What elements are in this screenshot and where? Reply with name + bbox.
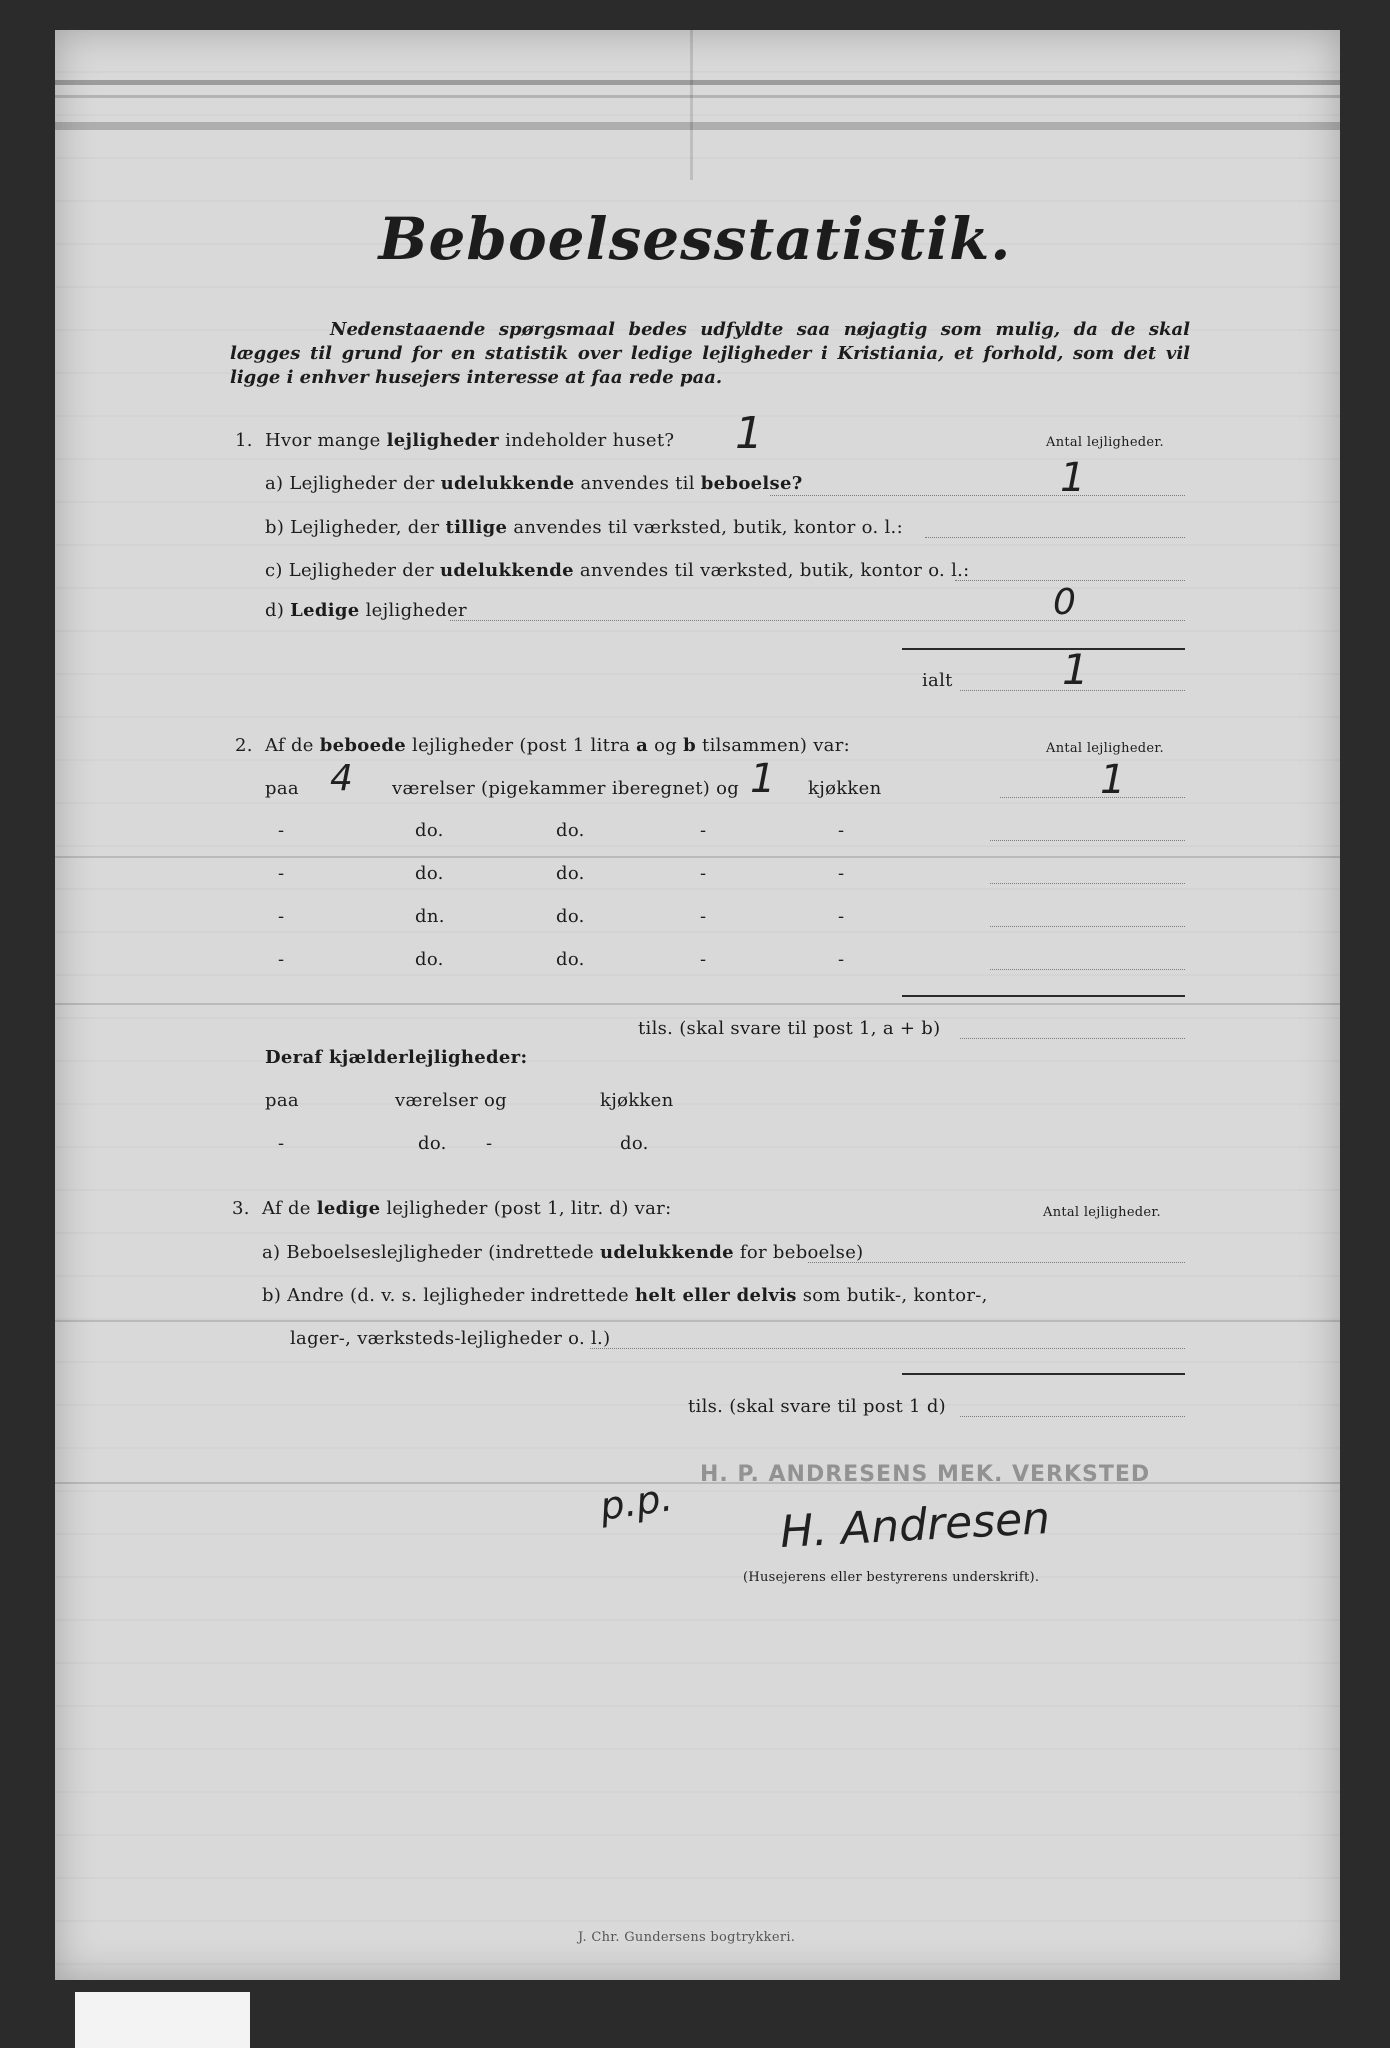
top-band-3 xyxy=(55,122,1340,130)
q2-k-do: do. xyxy=(620,1133,649,1154)
q1a-value: 1 xyxy=(1060,455,1086,501)
company-stamp: H. P. ANDRESENS MEK. VERKSTED xyxy=(700,1462,1151,1487)
q1-total-rule xyxy=(902,648,1185,650)
q1b-label: b) Lejligheder, der tillige anvendes til værksted, butik, kontor o. l.: xyxy=(265,517,903,538)
q3-number: 3. xyxy=(232,1198,250,1219)
q2-kitchen-text: kjøkken xyxy=(808,778,882,799)
q3a-dots xyxy=(808,1262,1185,1263)
fold-line-h1 xyxy=(55,856,1340,858)
q2-question: Af de beboede lejligheder (post 1 litra a og b tilsammen) var: xyxy=(265,735,850,756)
q2-col-header: Antal lejligheder. xyxy=(1046,741,1164,756)
q2-row-dash: - xyxy=(278,820,285,841)
q1-col-header: Antal lejligheder. xyxy=(1046,435,1164,450)
q2-row-dash: - xyxy=(700,949,707,970)
q1d-value: 0 xyxy=(1053,582,1076,623)
q3-col-header: Antal lejligheder. xyxy=(1043,1205,1161,1220)
q2-sum-text: tils. (skal svare til post 1, a + b) xyxy=(638,1018,941,1039)
q1-total-dots xyxy=(960,690,1185,691)
fold-line-h3 xyxy=(55,1320,1340,1322)
q2-row-dash: - xyxy=(700,820,707,841)
q2-sum-dots xyxy=(960,1038,1185,1039)
q2-k-kitchen: kjøkken xyxy=(600,1090,674,1111)
q2-row-do: do. xyxy=(556,820,585,841)
q2-kitchen-value: 1 xyxy=(750,756,776,802)
q2-row-do: do. xyxy=(415,949,444,970)
form-title: Beboelsesstatistik. xyxy=(378,205,1012,273)
printer-imprint: J. Chr. Gundersens bogtrykkeri. xyxy=(578,1930,796,1945)
intro-text: Nedenstaaende spørgsmaal bedes udfyldte saa nøjagtig som mulig, da de skal lægges til grund for en statistik over ledige lejligheder i Kristiania, et forhold, som det vil ligge i enhver husejers interesse at faa rede paa. xyxy=(230,319,1190,388)
q1-answer: 1 xyxy=(735,408,763,459)
q3-sum-dots xyxy=(960,1416,1185,1417)
q2-row-dash: - xyxy=(838,820,845,841)
q2-row-dash: - xyxy=(278,949,285,970)
q2-row-dots xyxy=(990,840,1185,841)
q3-total-rule xyxy=(902,1373,1185,1375)
q3b-label: b) Andre (d. v. s. lejligheder indrettede helt eller delvis som butik-, kontor-, xyxy=(262,1285,988,1306)
q2-row-dots xyxy=(990,969,1185,970)
q3-sum-text: tils. (skal svare til post 1 d) xyxy=(688,1396,946,1417)
q2-rooms-text: værelser (pigekammer iberegnet) og xyxy=(392,778,740,799)
signature-name: H. Andresen xyxy=(778,1492,1052,1559)
q2-k-paa: paa xyxy=(265,1090,299,1111)
q1b-dots xyxy=(925,537,1185,538)
q2-count-dots xyxy=(1000,797,1185,798)
q1-total-value: 1 xyxy=(1062,645,1089,694)
q2-row-do: dn. xyxy=(415,906,445,927)
q2-k-dash: - xyxy=(278,1133,285,1154)
q1c-label: c) Lejligheder der udelukkende anvendes til værksted, butik, kontor o. l.: xyxy=(265,560,970,581)
q3a-label: a) Beboelseslejligheder (indrettede udelukkende for beboelse) xyxy=(262,1242,864,1263)
q2-row-dash: - xyxy=(838,863,845,884)
q2-row-do: do. xyxy=(415,863,444,884)
q1a-dots xyxy=(770,495,1185,496)
q2-row-dash: - xyxy=(838,949,845,970)
q2-deraf-heading: Deraf kjælderlejligheder: xyxy=(265,1047,528,1068)
q3b-dots xyxy=(590,1348,1185,1349)
q2-row-dash: - xyxy=(838,906,845,927)
q2-number: 2. xyxy=(235,735,253,756)
top-band xyxy=(55,80,1340,85)
scan-edge-block xyxy=(75,1992,250,2048)
top-band-2 xyxy=(55,95,1340,98)
q1c-dots xyxy=(955,580,1185,581)
q2-k-do: do. xyxy=(418,1133,447,1154)
q2-row-dash: - xyxy=(278,906,285,927)
q2-count-value: 1 xyxy=(1100,757,1126,803)
signature-caption: (Husejerens eller bestyrerens underskrift). xyxy=(743,1570,1040,1585)
q2-row-dash: - xyxy=(700,863,707,884)
q3-question: Af de ledige lejligheder (post 1, litr. d) var: xyxy=(262,1198,672,1219)
q2-row-do: do. xyxy=(556,863,585,884)
q1-number: 1. xyxy=(235,430,253,451)
q2-paa: paa xyxy=(265,778,299,799)
q2-row-dash: - xyxy=(700,906,707,927)
q2-row-do: do. xyxy=(556,949,585,970)
q2-row-dash: - xyxy=(278,863,285,884)
q2-rooms-value: 4 xyxy=(330,758,353,799)
q1-total-label: ialt xyxy=(922,670,953,691)
signature-prefix: p.p. xyxy=(597,1475,676,1529)
fold-line xyxy=(690,30,693,180)
q2-k-dash: - xyxy=(486,1133,493,1154)
q2-row-do: do. xyxy=(556,906,585,927)
q1-question: Hvor mange lejligheder indeholder huset? xyxy=(265,430,675,451)
q1a-label: a) Lejligheder der udelukkende anvendes til beboelse? xyxy=(265,473,803,494)
q2-row-dots xyxy=(990,883,1185,884)
q1d-label: d) Ledige lejligheder xyxy=(265,600,467,621)
q3b-label-line2: lager-, værksteds-lejligheder o. l.) xyxy=(290,1328,611,1349)
fold-line-h2 xyxy=(55,1003,1340,1005)
q2-row-do: do. xyxy=(415,820,444,841)
q2-row-dots xyxy=(990,926,1185,927)
q2-total-rule xyxy=(902,995,1185,997)
q2-k-rooms: værelser og xyxy=(395,1090,507,1111)
